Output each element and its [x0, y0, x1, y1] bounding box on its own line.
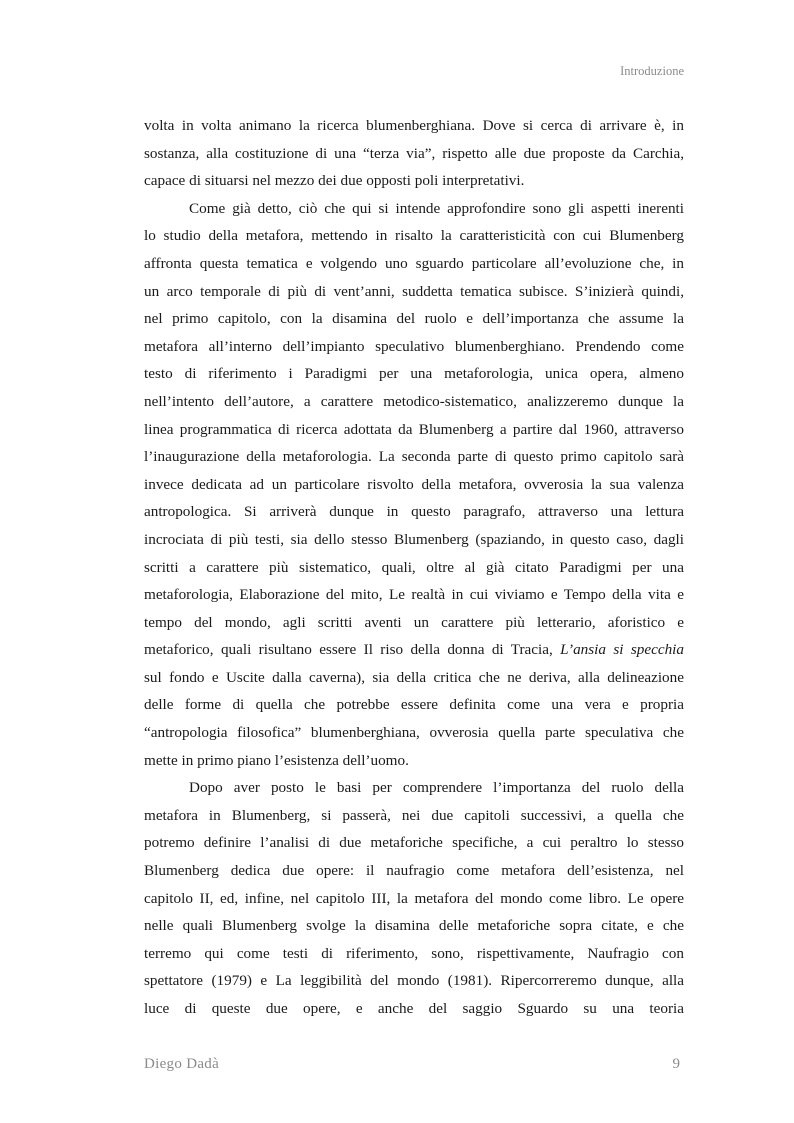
text-line: metafora all’interno dell’impianto speculativo blumenberghiano. Prendendo come — [144, 337, 684, 355]
text-line: metaforologia, Elaborazione del mito, Le realtà in cui viviamo e Tempo della vita e — [144, 586, 684, 604]
text-line: sul fondo e Uscite dalla caverna), sia della critica che ne deriva, alla delineazione — [144, 668, 684, 686]
text-line: “antropologia filosofica” blumenberghiana, ovverosia quella parte speculativa che — [144, 724, 684, 742]
text-line: testo di riferimento i Paradigmi per una metaforologia, unica opera, almeno — [144, 365, 684, 383]
text-line: metafora in Blumenberg, si passerà, nei due capitoli successivi, a quella che — [144, 806, 684, 824]
text-line: delle forme di quella che potrebbe essere definita come una vera e propria — [144, 696, 684, 714]
text-line: capitolo II, ed, infine, nel capitolo III, la metafora del mondo come libro. Le opere — [144, 889, 684, 907]
text-line: incrociata di più testi, sia dello stesso Blumenberg (spaziando, in questo caso, dagli — [144, 530, 684, 548]
text-line: capace di situarsi nel mezzo dei due opposti poli interpretativi. — [144, 172, 525, 190]
text-line: antropologica. Si arriverà dunque in questo paragrafo, attraverso una lettura — [144, 503, 684, 521]
text-line: l’inaugurazione della metaforologia. La seconda parte di questo primo capitolo sarà — [144, 448, 684, 466]
text-line: Come già detto, ciò che qui si intende approfondire sono gli aspetti inerenti — [189, 199, 684, 217]
text-line: un arco temporale di più di vent’anni, suddetta tematica subisce. S’inizierà quindi, — [144, 282, 684, 300]
body-text — [144, 112, 684, 1023]
text-segment: metaforico, quali risultano essere Il riso della donna di Tracia, — [144, 641, 561, 659]
text-line: sostanza, alla costituzione di una “terza via”, rispetto alle due proposte da Carchia, — [144, 144, 684, 162]
text-line: volta in volta animano la ricerca blumenberghiana. Dove si cerca di arrivare è, in — [144, 117, 684, 134]
footer-author: Diego Dadà — [144, 1056, 220, 1072]
text-line: Blumenberg dedica due opere: il naufragio come metafora dell’esistenza, nel — [144, 862, 684, 880]
text-line: Dopo aver posto le basi per comprendere l’importanza del ruolo della — [189, 779, 684, 797]
text-line: invece dedicata ad un particolare risvolto della metafora, ovverosia la sua valenza — [144, 475, 684, 493]
text-line-with-title — [144, 636, 684, 664]
text-line: scritti a carattere più sistematico, quali, oltre al già citato Paradigmi per una — [144, 558, 684, 576]
text-line: potremo definire l’analisi di due metaforiche specifiche, a cui peraltro lo stesso — [144, 834, 684, 852]
text-line: tempo del mondo, agli scritti aventi un carattere più letterario, aforistico e — [144, 613, 684, 631]
text-line: lo studio della metafora, mettendo in risalto la caratteristicità con cui Blumenberg — [144, 227, 684, 245]
text-line: affronta questa tematica e volgendo uno sguardo particolare all’evoluzione che, in — [144, 254, 684, 272]
text-line: luce di queste due opere, e anche del saggio Sguardo su una teoria — [144, 1000, 684, 1017]
running-header: Introduzione — [620, 64, 684, 78]
text-line: linea programmatica di ricerca adottata da Blumenberg a partire dal 1960, attraverso — [144, 420, 684, 438]
book-title-italic: L’ansia si specchia — [560, 641, 684, 659]
text-line: terremo qui come testi di riferimento, sono, rispettivamente, Naufragio con — [144, 944, 684, 962]
text-line: nelle quali Blumenberg svolge la disamina delle metaforiche sopra citate, e che — [144, 917, 684, 935]
text-line: nel primo capitolo, con la disamina del ruolo e dell’importanza che assume la — [144, 310, 684, 328]
page-number: 9 — [672, 1056, 680, 1072]
text-line: mette in primo piano l’esistenza dell’uomo. — [144, 751, 409, 769]
text-line: spettatore (1979) e La leggibilità del mondo (1981). Ripercorreremo dunque, alla — [144, 972, 684, 990]
text-line: nell’intento dell’autore, a carattere metodico-sistematico, analizzeremo dunque la — [144, 392, 684, 410]
